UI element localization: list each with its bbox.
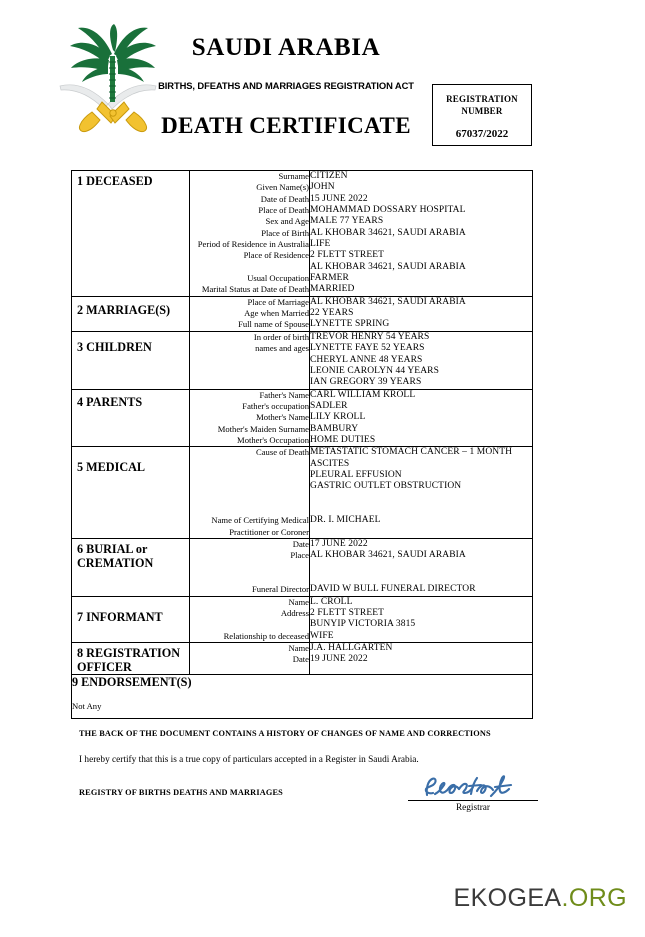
section-title-burial-line2: CREMATION — [77, 556, 154, 570]
table-row-medical — [72, 447, 533, 539]
field-label: Place — [290, 550, 309, 561]
field-value: WIFE — [310, 630, 334, 641]
field-value: AL KHOBAR 34621, SAUDI ARABIA — [310, 227, 466, 238]
field-label-spacer — [190, 481, 309, 492]
section-title-children: 3 CHILDREN — [77, 339, 152, 354]
label-cell-children — [190, 331, 310, 389]
field-value: AL KHOBAR 34621, SAUDI ARABIA — [310, 550, 466, 561]
field-value: L. CROLL — [310, 596, 353, 607]
field-label: Name — [288, 643, 309, 654]
field-label: In order of birth — [253, 331, 309, 342]
signature-block — [408, 774, 538, 813]
field-value: SADLER — [310, 400, 348, 411]
section-title-cell-deceased — [72, 171, 190, 297]
registration-label-line2: NUMBER — [461, 106, 503, 116]
value-cell-registration-officer — [310, 643, 533, 675]
field-label: Practitioner or Coroner — [229, 526, 309, 537]
value-cell-children — [310, 331, 533, 389]
field-label: Place of Birth — [261, 227, 309, 238]
field-value: JOHN — [310, 182, 335, 193]
field-label: Date — [292, 539, 309, 549]
field-value-spacer — [310, 573, 532, 584]
field-value: 17 JUNE 2022 — [310, 539, 368, 549]
watermark-name: EKOGEA — [453, 884, 562, 912]
field-label-spacer — [190, 262, 309, 273]
field-label-spacer — [190, 504, 309, 515]
ekogea-watermark — [454, 884, 628, 913]
field-value: HOME DUTIES — [310, 434, 376, 445]
field-value: LEONIE CAROLYN 44 YEARS — [310, 365, 439, 376]
field-value: BUNYIP VICTORIA 3815 — [310, 619, 416, 630]
field-value: 19 JUNE 2022 — [310, 654, 368, 665]
field-label: names and ages — [255, 343, 309, 354]
section-title-informant: 7 INFORMANT — [77, 609, 163, 624]
registry-signature-row — [79, 786, 539, 834]
field-value: FARMER — [310, 273, 349, 284]
registration-label-line1: REGISTRATION — [446, 94, 518, 104]
field-label: Sex and Age — [265, 216, 309, 227]
field-label: Place of Marriage — [247, 296, 309, 307]
field-label: Date of Death — [260, 193, 309, 204]
field-value: CITIZEN — [310, 171, 348, 181]
field-label: Mother's Maiden Surname — [217, 423, 309, 434]
section-title-endorsements: 9 ENDORSEMENT(S) — [72, 675, 192, 690]
field-label-spacer — [190, 493, 309, 504]
field-value: GASTRIC OUTLET OBSTRUCTION — [310, 481, 462, 492]
field-value: LIFE — [310, 239, 331, 250]
registry-office-name: REGISTRY OF BIRTHS DEATHS AND MARRIAGES — [79, 788, 283, 797]
label-cell-marriages — [190, 296, 310, 331]
field-value: AL KHOBAR 34621, SAUDI ARABIA — [310, 296, 466, 307]
field-label: Place of Death — [258, 205, 309, 216]
field-value: LYNETTE SPRING — [310, 319, 390, 330]
field-label: Father's Name — [259, 389, 309, 400]
document-type-title: DEATH CERTIFICATE — [161, 113, 411, 138]
table-row-deceased — [72, 171, 533, 297]
value-cell-medical — [310, 447, 533, 539]
field-value: MALE 77 YEARS — [310, 216, 384, 227]
field-label: Father's occupation — [242, 400, 309, 411]
value-cell-marriages — [310, 296, 533, 331]
field-label: Cause of Death — [256, 447, 309, 458]
section-title-marriages: 2 MARRIAGE(S) — [77, 302, 171, 317]
field-value-spacer — [310, 504, 532, 515]
signature-rule — [408, 800, 538, 801]
value-cell-parents — [310, 389, 533, 447]
field-label: Date — [292, 654, 309, 665]
field-value: CHERYL ANNE 48 YEARS — [310, 354, 423, 365]
label-cell-burial — [190, 539, 310, 597]
field-value: MARRIED — [310, 284, 355, 295]
section-title-registration-officer: 8 REGISTRATION OFFICER — [77, 646, 181, 675]
value-cell-deceased — [310, 171, 533, 297]
table-row-endorsements — [72, 675, 533, 719]
field-value: LILY KROLL — [310, 412, 366, 423]
act-subtitle: BIRTHS, DFEATHS AND MARRIAGES REGISTRATION ACT — [158, 80, 414, 91]
section-title-cell-medical — [72, 447, 190, 539]
certificate-table — [71, 170, 533, 719]
field-value-spacer — [310, 493, 532, 504]
field-label-spacer — [190, 562, 309, 573]
field-label: Usual Occupation — [247, 273, 309, 284]
section-title-burial-line1: 6 BURIAL or — [77, 542, 148, 556]
document-footer — [79, 725, 539, 834]
signature-caption: Registrar — [455, 803, 491, 813]
page-title: SAUDI ARABIA — [191, 34, 381, 61]
document-header — [0, 22, 645, 150]
field-value: METASTATIC STOMACH CANCER – 1 MONTH — [310, 447, 513, 458]
field-value: MOHAMMAD DOSSARY HOSPITAL — [310, 205, 466, 216]
field-label: Funeral Director — [251, 584, 309, 595]
value-cell-informant — [310, 596, 533, 642]
field-value: TREVOR HENRY 54 YEARS — [310, 331, 430, 342]
section-title-burial — [72, 539, 189, 570]
field-value: J.A. HALLGARTEN — [310, 643, 393, 654]
field-label: Given Name(s) — [256, 182, 309, 193]
field-value: ASCITES — [310, 458, 350, 469]
value-cell-burial — [310, 539, 533, 597]
field-value: PLEURAL EFFUSION — [310, 469, 402, 480]
field-label-spacer — [190, 619, 309, 630]
field-label: Marital Status at Date of Death — [201, 284, 309, 295]
field-label-spacer — [190, 470, 309, 481]
section-title-deceased: 1 DECEASED — [77, 174, 153, 188]
field-label: Mother's Occupation — [237, 434, 309, 445]
table-row-marriages — [72, 296, 533, 331]
label-cell-informant — [190, 596, 310, 642]
certification-statement: I hereby certify that this is a true copy of particulars accepted in a Register in Saudi Arabia. — [79, 755, 419, 765]
field-label: Place of Residence — [243, 250, 309, 261]
field-value: IAN GREGORY 39 YEARS — [310, 377, 422, 388]
table-row-children — [72, 331, 533, 389]
field-value: DAVID W BULL FUNERAL DIRECTOR — [310, 584, 476, 595]
label-cell-registration-officer — [190, 643, 310, 675]
field-value: 15 JUNE 2022 — [310, 193, 368, 204]
field-value: DR. I. MICHAEL — [310, 515, 381, 526]
field-value: CARL WILLIAM KROLL — [310, 389, 416, 400]
field-label: Period of Residence in Australia — [197, 239, 309, 250]
field-value: BAMBURY — [310, 423, 359, 434]
field-label-spacer — [190, 459, 309, 470]
table-row-registration-officer — [72, 643, 533, 675]
table-row-parents — [72, 389, 533, 447]
section-title-cell-parents — [72, 389, 190, 447]
field-label: Address — [280, 608, 309, 619]
field-label-spacer — [190, 573, 309, 584]
section-title-parents: 4 PARENTS — [77, 394, 143, 409]
section-title-cell-marriages — [72, 296, 190, 331]
field-value-spacer — [310, 562, 532, 573]
back-of-document-notice: THE BACK OF THE DOCUMENT CONTAINS A HISTORY OF CHANGES OF NAME AND CORRECTIONS — [79, 729, 491, 738]
field-label: Surname — [278, 171, 309, 181]
table-row-burial — [72, 539, 533, 597]
registration-number-value: 67037/2022 — [455, 128, 509, 140]
field-label: Full name of Spouse — [238, 319, 309, 330]
field-value: LYNETTE FAYE 52 YEARS — [310, 343, 425, 354]
section-title-cell-informant — [72, 596, 190, 642]
field-label: Name — [288, 596, 309, 607]
section-title-cell-children — [72, 331, 190, 389]
section-title-cell-registration-officer — [72, 643, 190, 675]
table-row-informant — [72, 596, 533, 642]
field-value: AL KHOBAR 34621, SAUDI ARABIA — [310, 261, 466, 272]
endorsements-cell — [72, 675, 533, 719]
header-titles — [150, 22, 422, 139]
section-title-cell-burial — [72, 539, 190, 597]
label-cell-medical — [190, 447, 310, 539]
watermark-tld: .ORG — [561, 884, 627, 912]
label-cell-parents — [190, 389, 310, 447]
registrar-signature-icon — [408, 774, 538, 800]
field-label: Mother's Name — [256, 412, 309, 423]
field-label: Name of Certifying Medical — [211, 515, 309, 526]
field-value: 2 FLETT STREET — [310, 608, 385, 619]
field-value: 2 FLETT STREET — [310, 250, 385, 261]
field-value: 22 YEARS — [310, 308, 354, 319]
field-label: Age when Married — [244, 308, 309, 319]
section-title-medical: 5 MEDICAL — [77, 460, 146, 475]
field-label: Relationship to deceased — [223, 630, 309, 641]
endorsements-body: Not Any — [72, 701, 102, 712]
registration-number-box — [432, 84, 532, 146]
label-cell-deceased — [190, 171, 310, 297]
